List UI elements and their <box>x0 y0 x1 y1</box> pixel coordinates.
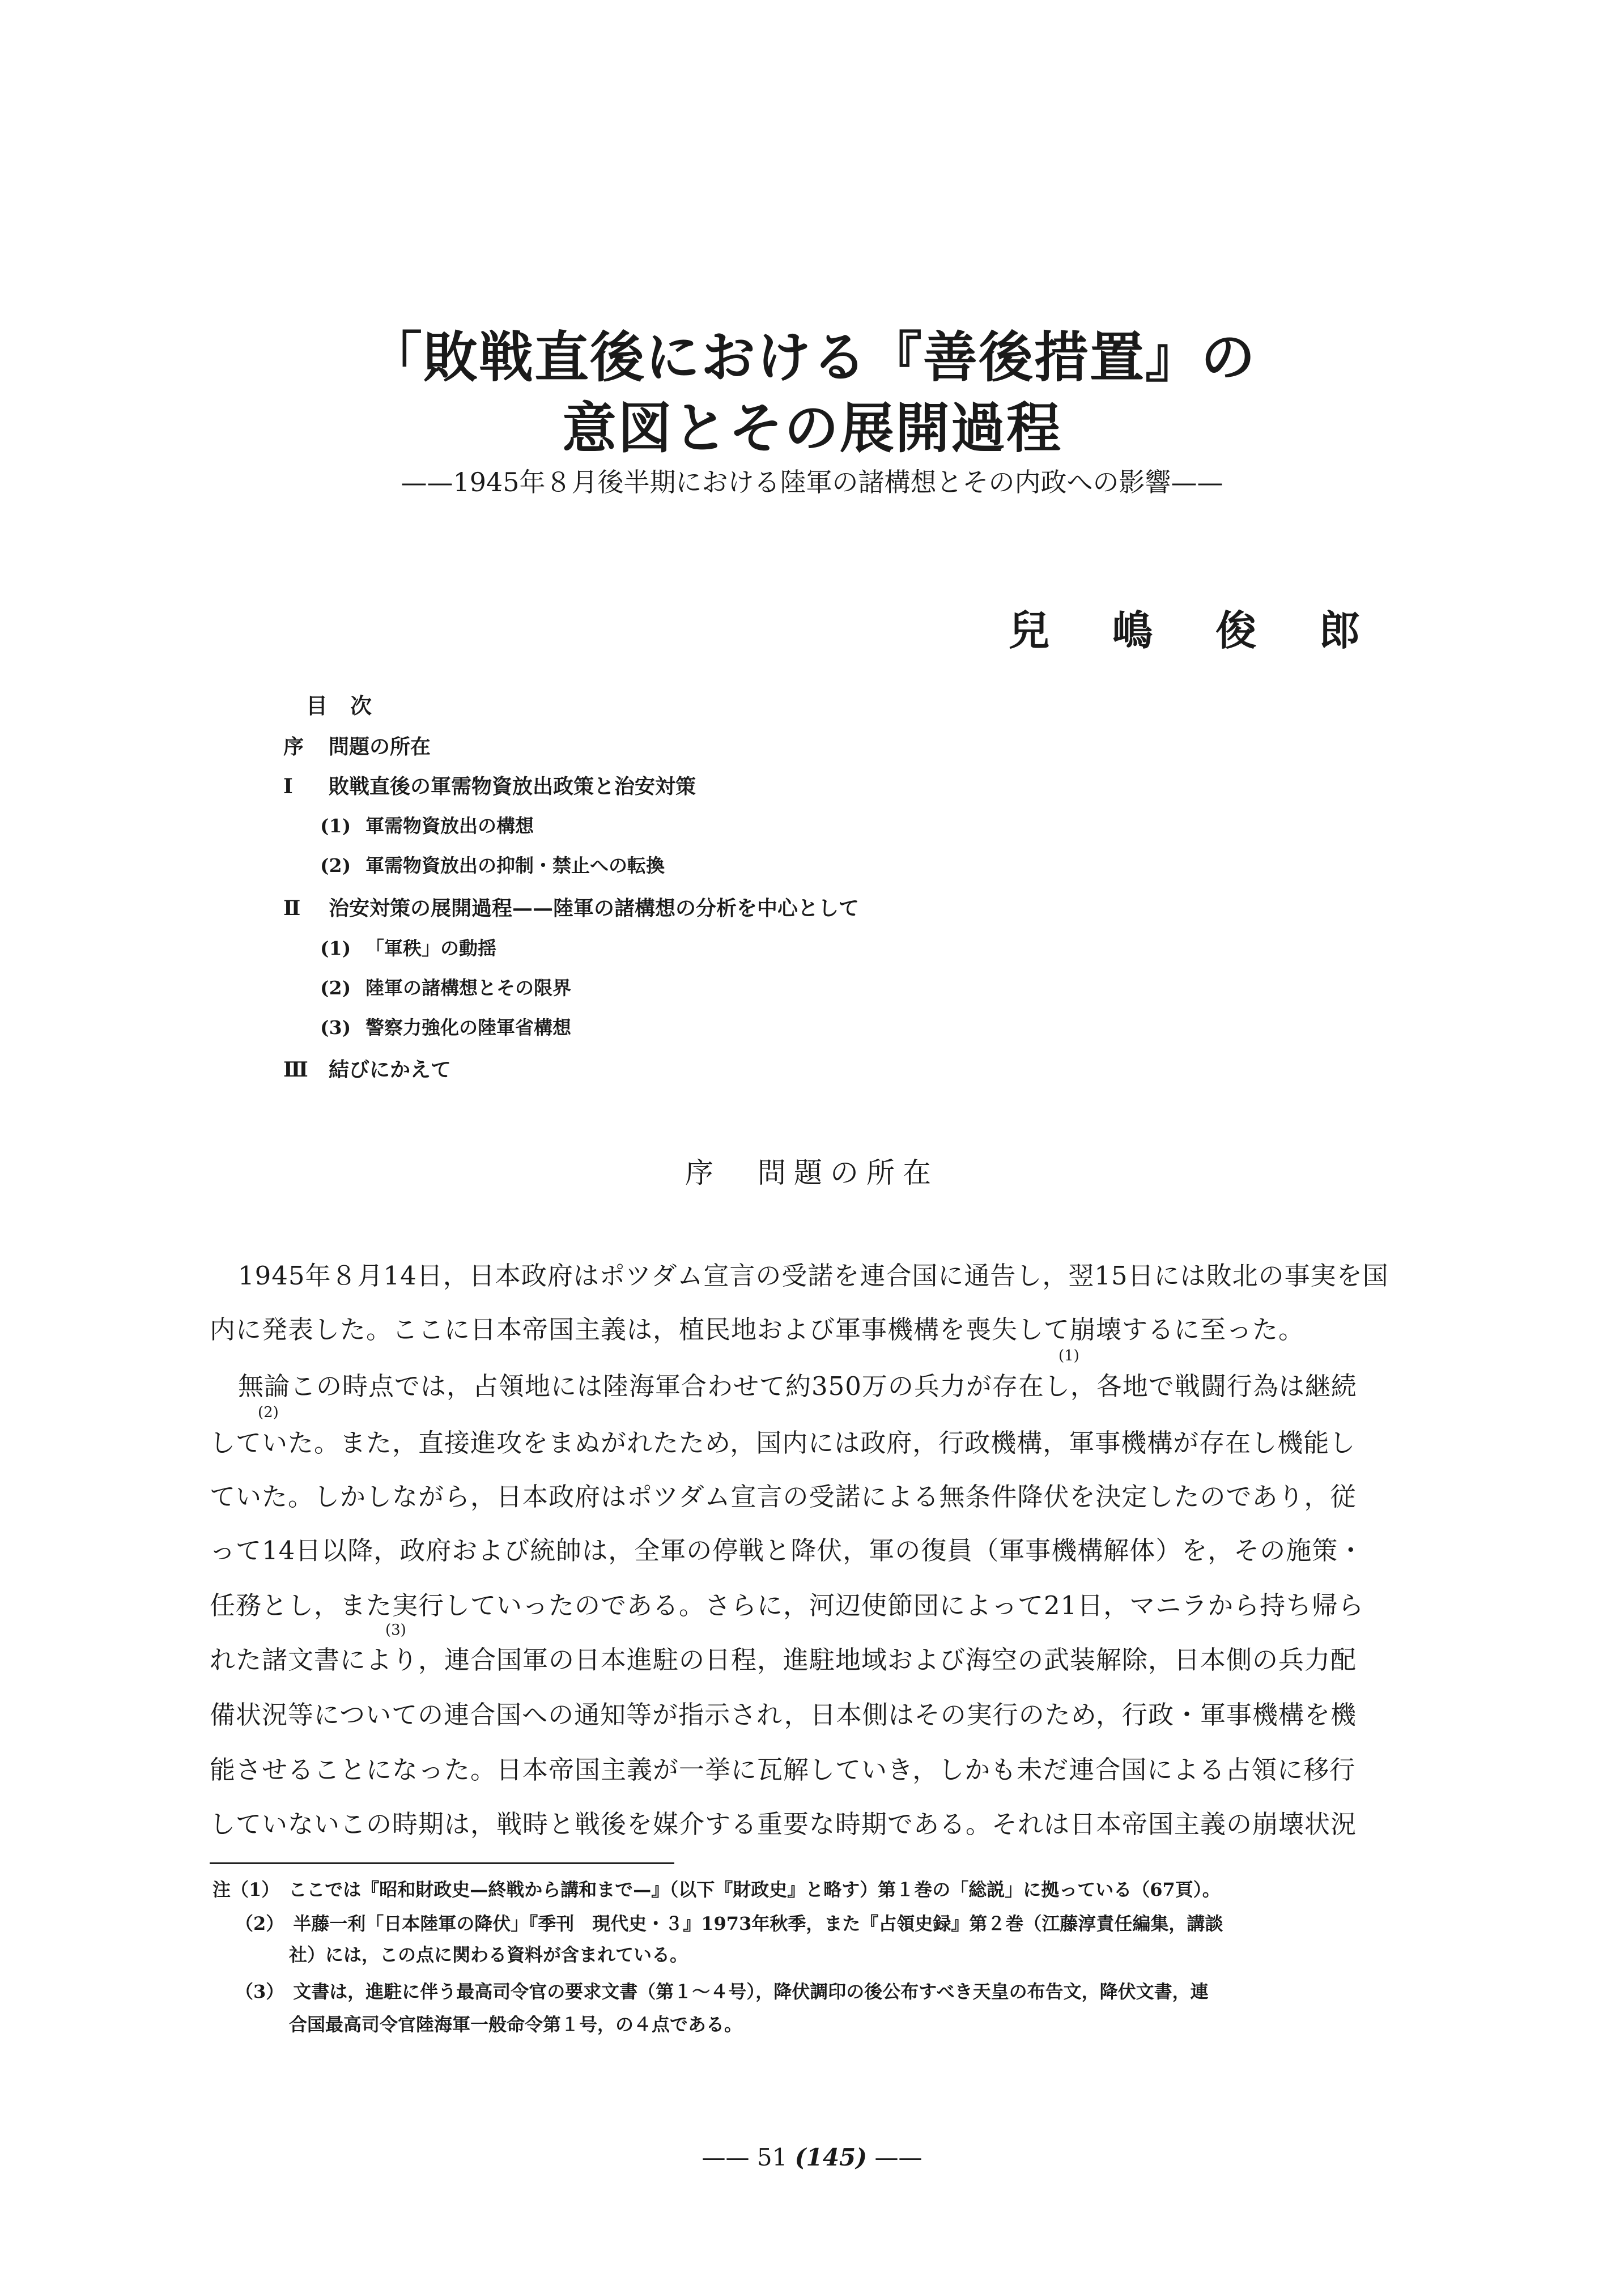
page-dash-left: —— <box>702 2143 750 2171</box>
toc-text: 軍需物資放出の構想 <box>365 815 534 837</box>
toc-text: 治安対策の展開過程——陸軍の諸構想の分析を中心として <box>329 896 860 920</box>
toc-mark: Ⅱ <box>283 896 301 920</box>
toc-item[interactable] <box>283 892 859 921</box>
toc-heading: 目次 <box>306 693 395 718</box>
body-line: 無論この時点では，占領地には陸海軍合わせて約350万の兵力が存在し，各地で戦闘行為は継続 <box>238 1371 1357 1401</box>
body-line: 1945年８月14日，日本政府はポツダム宣言の受諾を連合国に通告し，翌15日には敗北の事実を国 <box>238 1261 1389 1291</box>
toc-item[interactable] <box>320 1013 571 1040</box>
body-line: 備状況等についての連合国への通知等が指示され，日本側はその実行のため，行政・軍事機構を機 <box>210 1700 1357 1730</box>
page-number-value: 51 <box>756 2143 788 2171</box>
page-dash-right: —— <box>874 2143 922 2171</box>
toc-item[interactable] <box>320 934 496 960</box>
toc-mark: (2) <box>320 977 351 999</box>
toc-item[interactable] <box>283 771 696 799</box>
author <box>1009 598 1360 657</box>
toc-mark: 序 <box>283 735 304 759</box>
body-line: していないこの時期は，戦時と戦後を媒介する重要な時期である。それは日本帝国主義の崩壊状況 <box>210 1809 1357 1839</box>
body-line: 内に発表した。ここに日本帝国主義は，植民地および軍事機構を喪失して崩壊するに至った。 <box>210 1314 1305 1345</box>
footnote-line: （3） 文書は，進駐に伴う最高司令官の要求文書（第１～４号），降伏調印の後公布すべき天皇の布告文，降伏文書，連 <box>235 1981 1209 2002</box>
footnote-divider <box>210 1862 674 1864</box>
body-line: って14日以降，政府および統帥は，全軍の停戦と降伏，軍の復員（軍事機構解体）を，その施策・ <box>210 1535 1364 1565</box>
title-line-2: 意図とその展開過程 <box>562 396 1062 460</box>
body-line: 任務とし，また実行していったのである。さらに，河辺使節団によって21日，マニラから持ち帰ら <box>210 1590 1364 1620</box>
body-line: ていた。しかしながら，日本政府はポツダム宣言の受諾による無条件降伏を決定したのであり，従 <box>210 1482 1357 1512</box>
toc-text: 「軍秩」の動揺 <box>365 937 496 959</box>
toc-text: 敗戦直後の軍需物資放出政策と治安対策 <box>329 775 696 798</box>
author-char: 郎 <box>1319 606 1360 654</box>
toc-mark: (1) <box>320 937 351 959</box>
section-heading: 序 問題の所在 <box>685 1156 939 1189</box>
toc-item[interactable] <box>283 731 431 760</box>
footnote-line: 注（1） ここでは『昭和財政史—終戦から講和まで—』（以下『財政史』と略す）第１巻の「総説」に拠っている（67頁）。 <box>212 1879 1221 1900</box>
body-line: 能させることになった。日本帝国主義が一挙に瓦解していき，しかも未だ連合国による占領に移行 <box>210 1755 1356 1785</box>
toc-text: 問題の所在 <box>329 735 431 759</box>
toc-text: 陸軍の諸構想とその限界 <box>365 977 571 999</box>
page-original-number: (145) <box>794 2143 868 2171</box>
subtitle: ——1945年８月後半期における陸軍の諸構想とその内政への影響—— <box>401 467 1223 497</box>
body-line: していた。また，直接進攻をまぬがれたため，国内には政府，行政機構，軍事機構が存在し機能し <box>210 1428 1356 1458</box>
toc-text: 軍需物資放出の抑制・禁止への転換 <box>365 854 665 877</box>
toc-mark: Ⅲ <box>283 1058 308 1082</box>
page-number <box>0 2143 1624 2171</box>
toc-item[interactable] <box>320 851 665 878</box>
toc-text: 結びにかえて <box>329 1058 452 1082</box>
footnote-line: 合国最高司令官陸海軍一般命令第１号，の４点である。 <box>289 2014 743 2035</box>
footnote-line: 社）には，この点に関わる資料が含まれている。 <box>289 1944 688 1966</box>
author-char: 俊 <box>1215 606 1257 654</box>
author-char: 兒 <box>1009 606 1050 654</box>
note-ref[interactable]: (1) <box>1058 1347 1079 1364</box>
note-ref[interactable]: (3) <box>385 1622 406 1639</box>
toc-mark: (2) <box>320 854 351 877</box>
toc-item[interactable] <box>283 1054 451 1083</box>
footnote-line: （2） 半藤一利「日本陸軍の降伏」『季刊 現代史・３』1973年秋季，また『占領史録』第２巻（江藤淳責任編集，講談 <box>235 1913 1223 1934</box>
body-line: れた諸文書により，連合国軍の日本進駐の日程，進駐地域および海空の武装解除，日本側の兵力配 <box>210 1645 1357 1675</box>
author-char: 嶋 <box>1112 606 1153 654</box>
toc-item[interactable] <box>320 811 534 838</box>
toc-mark: (3) <box>320 1016 351 1039</box>
toc-item[interactable] <box>320 973 571 1000</box>
title-line-1: 「敗戦直後における『善後措置』の <box>368 325 1256 389</box>
toc-mark: (1) <box>320 815 351 837</box>
toc-mark: Ⅰ <box>283 775 293 798</box>
note-ref[interactable]: (2) <box>258 1404 279 1421</box>
toc-text: 警察力強化の陸軍省構想 <box>365 1016 571 1039</box>
